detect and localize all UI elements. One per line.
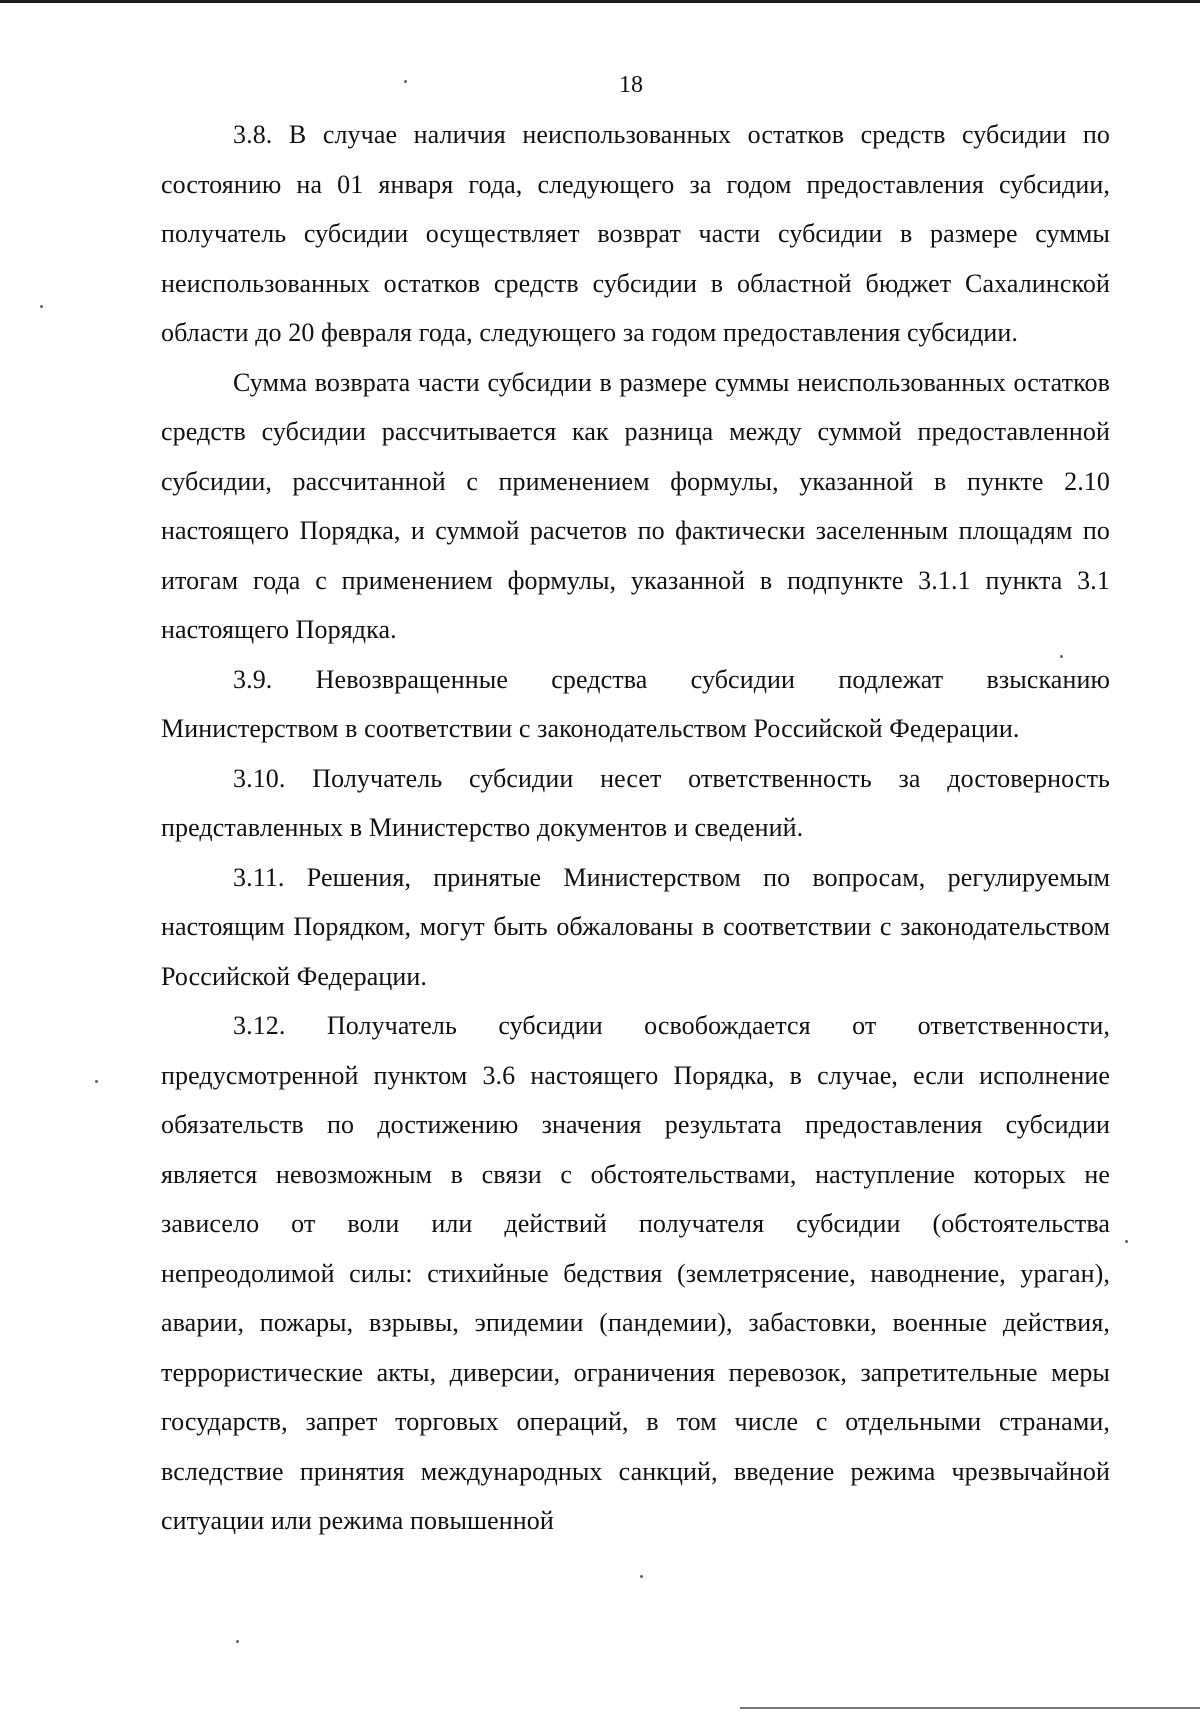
paragraph-refund-amount: Сумма возврата части субсидии в размере суммы неиспользованных остатков средств субсидии рассчитывается как разница между суммой предоставленной субсидии, рассчитанной с применением формулы, указанной в пункте 2.10 настоящего Порядка, и суммой расчетов по фактически заселенным площадям по итогам года с применением формулы, указанной в подпункте 3.1.1 пункта 3.1 настоящего Порядка. <box>161 367 1110 644</box>
scan-edge-bottom <box>740 1707 1200 1709</box>
paragraph-3-8: 3.8. В случае наличия неиспользованных остатков средств субсидии по состоянию на 01 января года, следующего за годом предоставления субсидии, получатель субсидии осуществляет возврат части субсидии в размере суммы неиспользованных остатков средств субсидии в областной бюджет Сахалинской области до 20 февраля года, следующего за годом предоставления субсидии. <box>161 120 1110 347</box>
scan-speck <box>404 80 407 83</box>
scan-edge-top <box>0 0 1200 3</box>
scan-speck <box>236 1640 239 1643</box>
paragraph-3-10: 3.10. Получатель субсидии несет ответственность за достоверность представленных в Министерство документов и сведений. <box>161 763 1110 842</box>
scan-speck <box>95 1080 98 1083</box>
paragraph-3-11: 3.11. Решения, принятые Министерством по вопросам, регулируемым настоящим Порядком, могут быть обжалованы в соответствии с законодательством Российской Федерации. <box>161 862 1110 991</box>
scan-speck <box>1125 1240 1128 1243</box>
page-number: 18 <box>619 72 643 98</box>
scan-speck <box>40 305 43 308</box>
document-body <box>161 110 1110 1546</box>
scan-speck <box>640 1575 643 1578</box>
paragraph-3-12: 3.12. Получатель субсидии освобождается от ответственности, предусмотренной пунктом 3.6 настоящего Порядка, в случае, если исполнение обязательств по достижению значения результата предоставления субсидии является невозможным в связи с обстоятельствами, наступление которых не зависело от воли или действий получателя субсидии (обстоятельства непреодолимой силы: стихийные бедствия (землетрясение, наводнение, ураган), аварии, пожары, взрывы, эпидемии (пандемии), забастовки, военные действия, террористические акты, диверсии, ограничения перевозок, запретительные меры государств, запрет торговых операций, в том числе с отдельными странами, вследствие принятия международных санкций, введение режима чрезвычайной ситуации или режима повышенной <box>161 1011 1110 1535</box>
paragraph-3-9: 3.9. Невозвращенные средства субсидии подлежат взысканию Министерством в соответствии с законодательством Российской Федерации. <box>161 664 1110 743</box>
scan-speck <box>1060 655 1063 658</box>
